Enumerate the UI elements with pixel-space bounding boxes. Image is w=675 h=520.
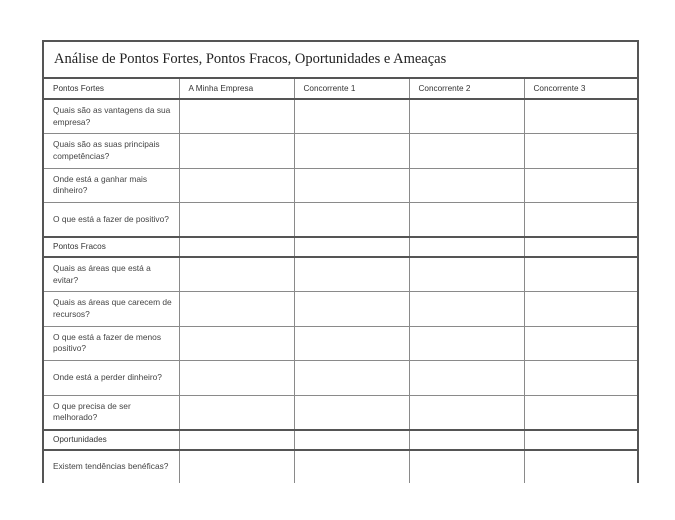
answer-cell-competitor-3[interactable] [524,395,637,430]
swot-sheet [42,40,639,483]
table-row [44,134,637,169]
answer-cell-my-company[interactable] [179,99,294,134]
answer-cell-competitor-2[interactable] [409,99,524,134]
section-cell [524,237,637,257]
answer-cell-competitor-1[interactable] [294,134,409,169]
question-cell [44,450,179,484]
answer-cell-competitor-3[interactable] [524,292,637,327]
answer-cell-competitor-2[interactable] [409,292,524,327]
answer-cell-my-company[interactable] [179,361,294,396]
section-cell [294,430,409,450]
answer-cell-competitor-3[interactable] [524,326,637,361]
answer-cell-competitor-3[interactable] [524,450,637,484]
section-cell [409,237,524,257]
question-text: O que está a fazer de menos positivo? [53,331,162,354]
header-row [44,79,637,99]
header-cell-competitor-1: Concorrente 1 [294,79,409,99]
header-cell-competitor-2: Concorrente 2 [409,79,524,99]
answer-cell-competitor-3[interactable] [524,168,637,203]
table-row [44,292,637,327]
question-text: O que está a fazer de positivo? [53,213,169,224]
answer-cell-competitor-1[interactable] [294,326,409,361]
question-cell [44,395,179,430]
answer-cell-competitor-2[interactable] [409,134,524,169]
answer-cell-my-company[interactable] [179,257,294,292]
answer-cell-competitor-1[interactable] [294,257,409,292]
question-text: Onde está a ganhar mais dinheiro? [53,173,148,196]
table-row [44,395,637,430]
question-text: O que precisa de ser melhorado? [53,400,131,422]
answer-cell-competitor-2[interactable] [409,395,524,430]
header-cell-my-company: A Minha Empresa [179,79,294,99]
section-cell [179,237,294,257]
table-row [44,203,637,238]
section-cell [409,430,524,450]
question-text: Quais as áreas que está a evitar? [53,263,151,285]
question-cell [44,257,179,292]
question-text: Quais são as vantagens da sua empresa? [53,105,171,127]
answer-cell-my-company[interactable] [179,326,294,361]
question-cell [44,99,179,134]
answer-cell-competitor-2[interactable] [409,257,524,292]
title-bar [44,42,637,79]
question-cell [44,134,179,169]
question-cell [44,292,179,327]
question-cell [44,361,179,396]
answer-cell-my-company[interactable] [179,168,294,203]
table-row [44,326,637,361]
table-row [44,99,637,134]
answer-cell-competitor-2[interactable] [409,450,524,484]
section-cell [524,430,637,450]
header-cell-competitor-3: Concorrente 3 [524,79,637,99]
answer-cell-competitor-3[interactable] [524,361,637,396]
answer-cell-competitor-2[interactable] [409,326,524,361]
table-row [44,361,637,396]
answer-cell-my-company[interactable] [179,395,294,430]
answer-cell-competitor-3[interactable] [524,134,637,169]
section-row-weaknesses [44,237,637,257]
answer-cell-my-company[interactable] [179,134,294,169]
answer-cell-competitor-3[interactable] [524,257,637,292]
answer-cell-competitor-2[interactable] [409,203,524,238]
question-cell [44,168,179,203]
question-cell [44,203,179,238]
question-text: Existem tendências benéficas? [53,461,169,472]
answer-cell-competitor-1[interactable] [294,168,409,203]
section-cell [179,430,294,450]
answer-cell-competitor-3[interactable] [524,99,637,134]
answer-cell-competitor-1[interactable] [294,203,409,238]
answer-cell-competitor-3[interactable] [524,203,637,238]
answer-cell-competitor-2[interactable] [409,361,524,396]
question-cell [44,326,179,361]
section-label-opportunities: Oportunidades [44,430,179,450]
section-cell [294,237,409,257]
table-row [44,450,637,484]
question-text: Quais as áreas que carecem de recursos? [53,297,172,319]
question-text: Onde está a perder dinheiro? [53,372,162,382]
answer-cell-competitor-1[interactable] [294,395,409,430]
swot-table [44,79,637,483]
page-title: Análise de Pontos Fortes, Pontos Fracos, Oportunidades e Ameaças [54,51,447,67]
answer-cell-competitor-2[interactable] [409,168,524,203]
table-row [44,257,637,292]
answer-cell-my-company[interactable] [179,292,294,327]
answer-cell-competitor-1[interactable] [294,450,409,484]
section-row-opportunities [44,430,637,450]
section-label-weaknesses: Pontos Fracos [44,237,179,257]
answer-cell-competitor-1[interactable] [294,99,409,134]
answer-cell-my-company[interactable] [179,450,294,484]
question-text: Quais são as suas principais competências? [53,139,160,161]
answer-cell-competitor-1[interactable] [294,361,409,396]
answer-cell-competitor-1[interactable] [294,292,409,327]
table-row [44,168,637,203]
answer-cell-my-company[interactable] [179,203,294,238]
header-cell-strengths: Pontos Fortes [44,79,179,99]
